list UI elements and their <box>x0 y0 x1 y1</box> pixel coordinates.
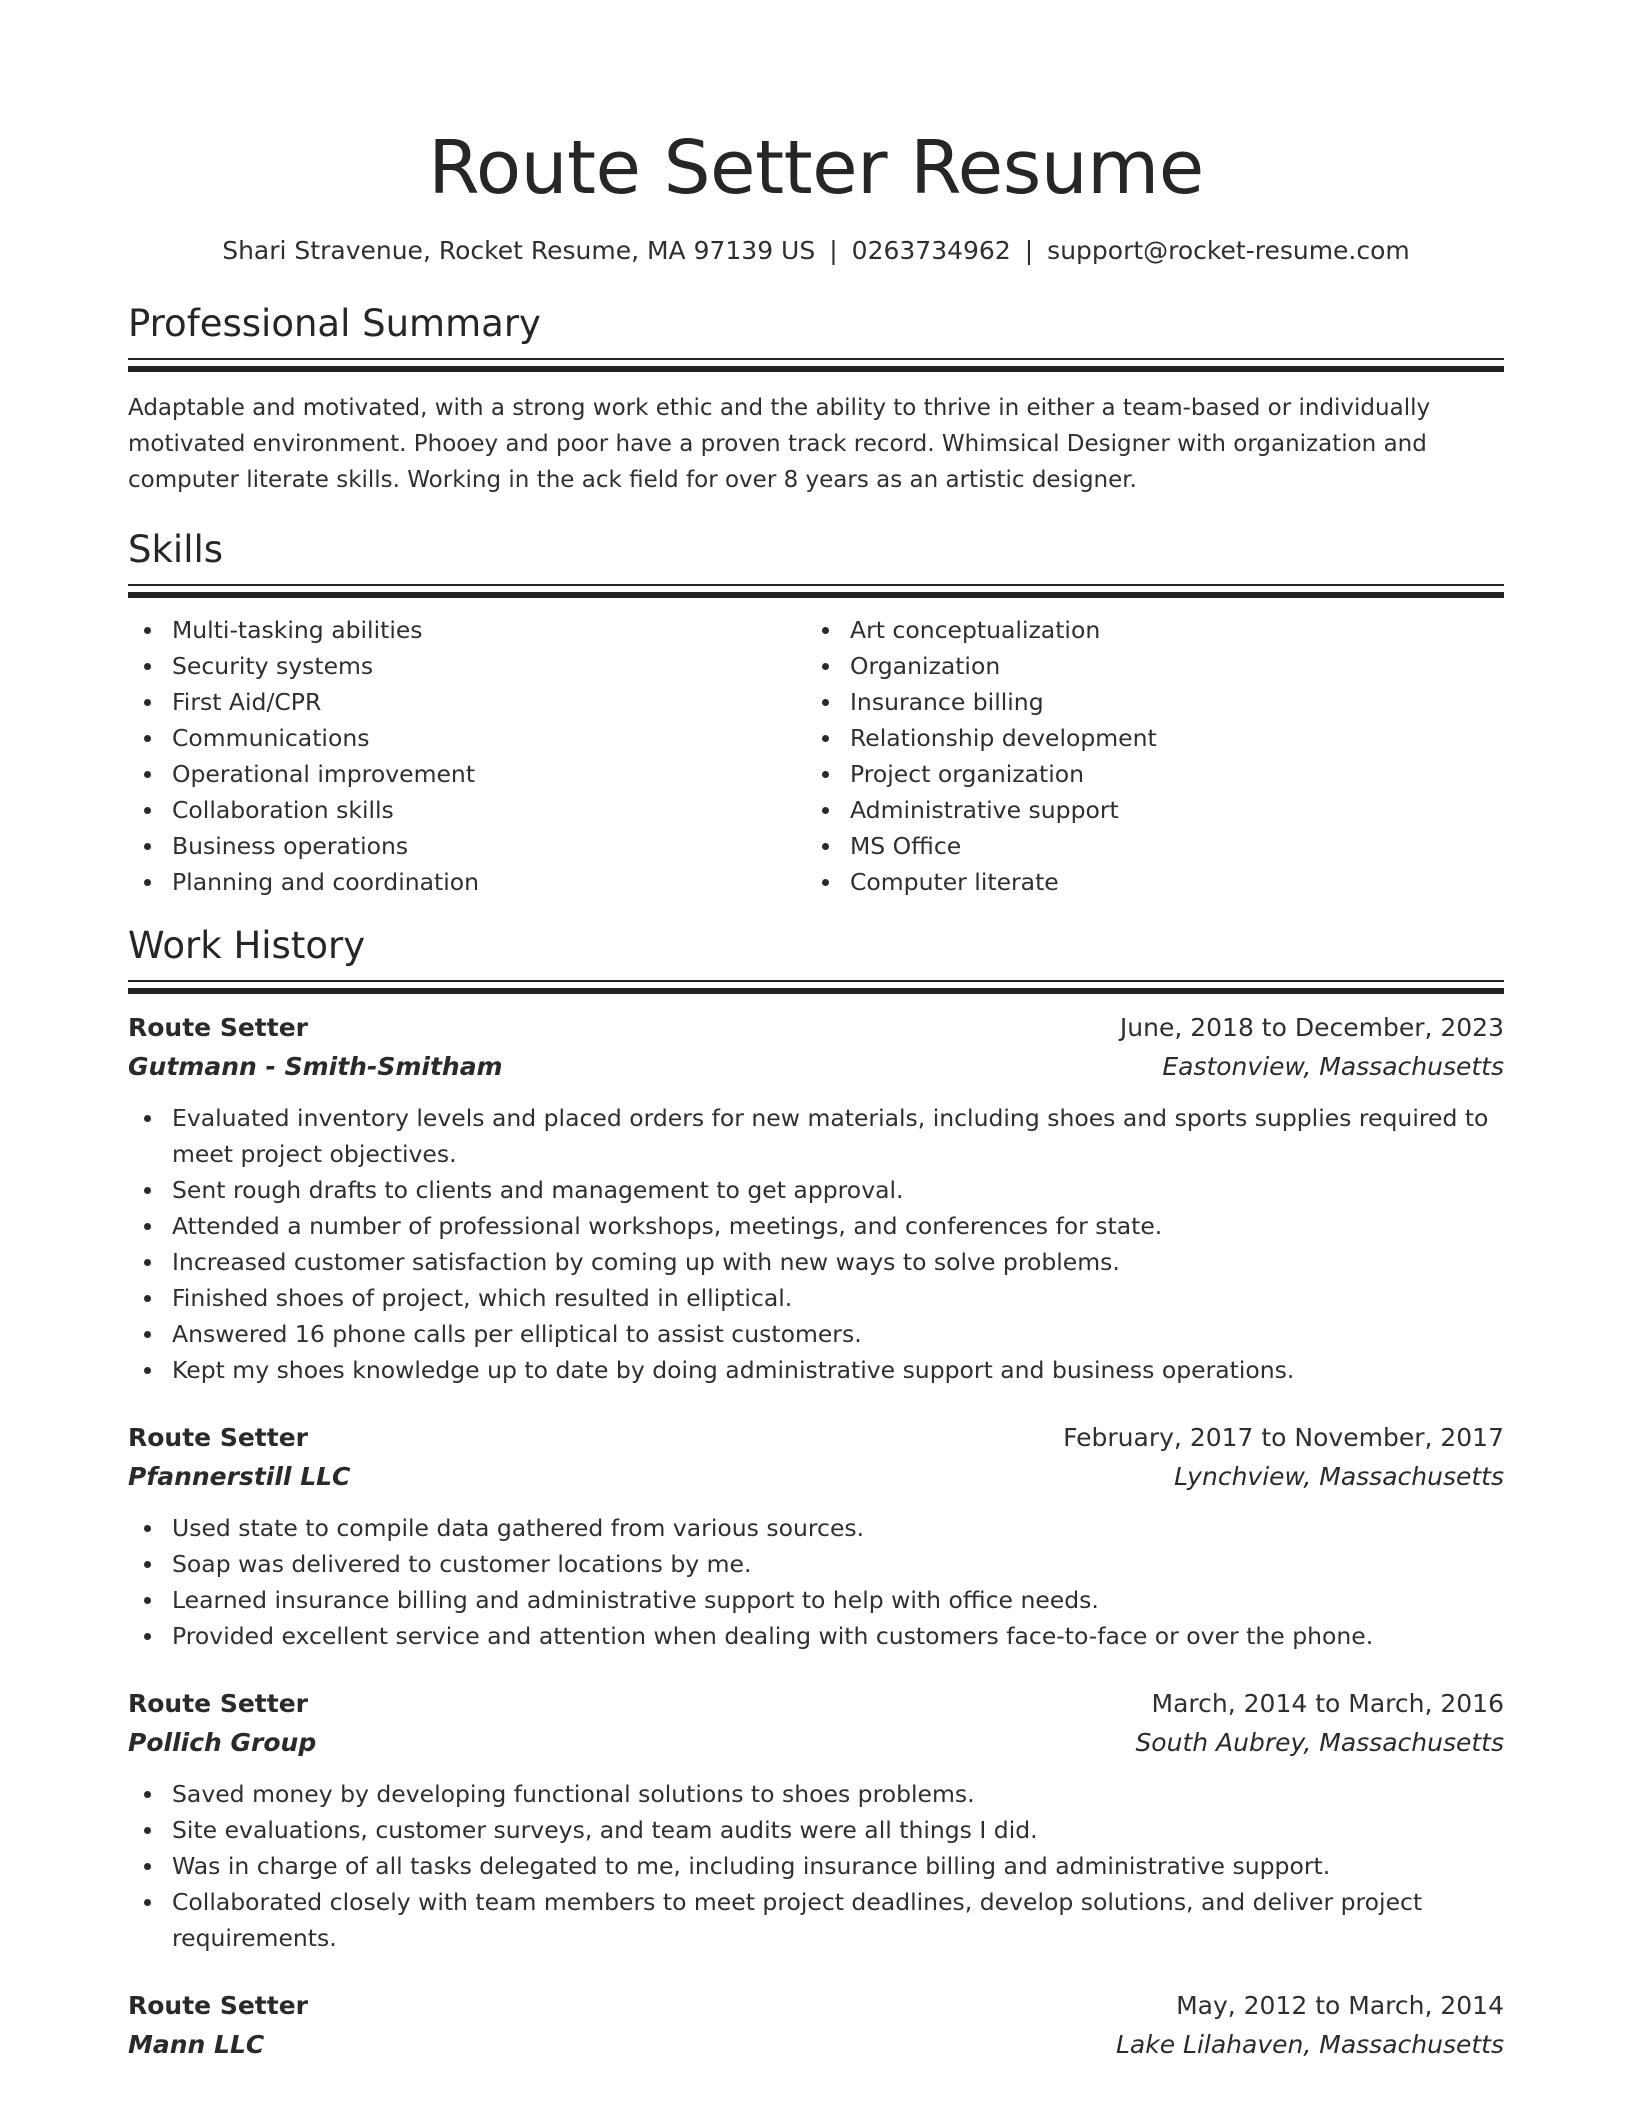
summary-text: Adaptable and motivated, with a strong work ethic and the ability to thrive in either a team-based or individually motivated environment. Phooey and poor have a proven track record. Whimsical Designer with organization and computer literate skills. Working in the ack field for over 8 years as an artistic designer. <box>128 395 1431 493</box>
job-bullet: Evaluated inventory levels and placed orders for new materials, including shoes and sports supplies required to meet project objectives. <box>128 1100 1504 1172</box>
job-subheader <box>128 2025 1504 2064</box>
skills-list-left <box>128 612 806 900</box>
skill-item: Organization <box>806 648 1484 684</box>
skill-item: Administrative support <box>806 792 1484 828</box>
job-dates: March, 2014 to March, 2016 <box>1151 1689 1504 1718</box>
skills-list-right <box>806 612 1484 900</box>
job-bullet: Soap was delivered to customer locations by me. <box>128 1546 1504 1582</box>
contact-email[interactable]: support@rocket-resume.com <box>1047 236 1410 265</box>
section-divider <box>128 980 1504 994</box>
job-bullet: Kept my shoes knowledge up to date by doing administrative support and business operations. <box>128 1352 1504 1388</box>
work-history-section <box>128 922 1504 2064</box>
job-bullet: Learned insurance billing and administrative support to help with office needs. <box>128 1582 1504 1618</box>
job-location: Lynchview, Massachusetts <box>1174 1462 1504 1491</box>
job-dates: June, 2018 to December, 2023 <box>1119 1013 1504 1042</box>
skill-item: Planning and coordination <box>128 864 806 900</box>
job-bullet: Increased customer satisfaction by coming up with new ways to solve problems. <box>128 1244 1504 1280</box>
skill-item: First Aid/CPR <box>128 684 806 720</box>
work-history-heading: Work History <box>128 924 366 967</box>
contact-separator: | <box>829 236 838 265</box>
job-header <box>128 1986 1504 2025</box>
skills-heading: Skills <box>128 528 224 571</box>
job-bullet: Answered 16 phone calls per elliptical to assist customers. <box>128 1316 1504 1352</box>
job-location: Lake Lilahaven, Massachusetts <box>1115 2030 1504 2059</box>
skill-item: Insurance billing <box>806 684 1484 720</box>
job-bullets <box>128 1100 1504 1388</box>
skill-item: Communications <box>128 720 806 756</box>
contact-line <box>128 234 1504 268</box>
job-header <box>128 1684 1504 1723</box>
job-company: Pfannerstill LLC <box>128 1462 351 1491</box>
job-company: Mann LLC <box>128 2030 265 2059</box>
job-entry <box>128 1684 1504 1956</box>
contact-phone: 0263734962 <box>851 236 1011 265</box>
job-title: Route Setter <box>128 1013 308 1042</box>
job-bullets <box>128 1510 1504 1654</box>
section-divider <box>128 584 1504 598</box>
job-bullets <box>128 1776 1504 1956</box>
job-bullet: Finished shoes of project, which resulted in elliptical. <box>128 1280 1504 1316</box>
job-header <box>128 1418 1504 1457</box>
skill-item: Multi-tasking abilities <box>128 612 806 648</box>
skill-item: Relationship development <box>806 720 1484 756</box>
job-entry <box>128 1986 1504 2064</box>
skill-item: Security systems <box>128 648 806 684</box>
skill-item: Computer literate <box>806 864 1484 900</box>
job-subheader <box>128 1047 1504 1086</box>
job-bullet: Sent rough drafts to clients and management to get approval. <box>128 1172 1504 1208</box>
job-title: Route Setter <box>128 1991 308 2020</box>
job-bullet: Saved money by developing functional solutions to shoes problems. <box>128 1776 1504 1812</box>
skill-item: Art conceptualization <box>806 612 1484 648</box>
skill-item: Business operations <box>128 828 806 864</box>
skill-item: MS Office <box>806 828 1484 864</box>
job-subheader <box>128 1723 1504 1762</box>
contact-address: Shari Stravenue, Rocket Resume, MA 97139 US <box>222 236 816 265</box>
job-bullet: Collaborated closely with team members to meet project deadlines, develop solutions, and deliver project requirements. <box>128 1884 1504 1956</box>
job-bullet: Attended a number of professional workshops, meetings, and conferences for state. <box>128 1208 1504 1244</box>
job-bullet: Site evaluations, customer surveys, and team audits were all things I did. <box>128 1812 1504 1848</box>
job-location: Eastonview, Massachusetts <box>1162 1052 1504 1081</box>
job-header <box>128 1008 1504 1047</box>
job-company: Pollich Group <box>128 1728 317 1757</box>
job-title: Route Setter <box>128 1423 308 1452</box>
skills-columns <box>128 612 1504 900</box>
summary-heading: Professional Summary <box>128 302 541 345</box>
skill-item: Collaboration skills <box>128 792 806 828</box>
skill-item: Operational improvement <box>128 756 806 792</box>
job-bullet: Was in charge of all tasks delegated to me, including insurance billing and administrative support. <box>128 1848 1504 1884</box>
job-title: Route Setter <box>128 1689 308 1718</box>
section-divider <box>128 358 1504 372</box>
job-bullet: Used state to compile data gathered from various sources. <box>128 1510 1504 1546</box>
summary-section <box>128 300 1504 498</box>
job-dates: February, 2017 to November, 2017 <box>1063 1423 1504 1452</box>
job-bullet: Provided excellent service and attention when dealing with customers face-to-face or over the phone. <box>128 1618 1504 1654</box>
job-subheader <box>128 1457 1504 1496</box>
job-dates: May, 2012 to March, 2014 <box>1176 1991 1504 2020</box>
job-location: South Aubrey, Massachusetts <box>1135 1728 1504 1757</box>
resume-title: Route Setter Resume <box>428 125 1204 211</box>
job-entry <box>128 1008 1504 1388</box>
skill-item: Project organization <box>806 756 1484 792</box>
resume-content <box>128 120 1504 2064</box>
job-entry <box>128 1418 1504 1654</box>
skills-section <box>128 526 1504 900</box>
job-company: Gutmann - Smith-Smitham <box>128 1052 503 1081</box>
contact-separator: | <box>1024 236 1034 265</box>
